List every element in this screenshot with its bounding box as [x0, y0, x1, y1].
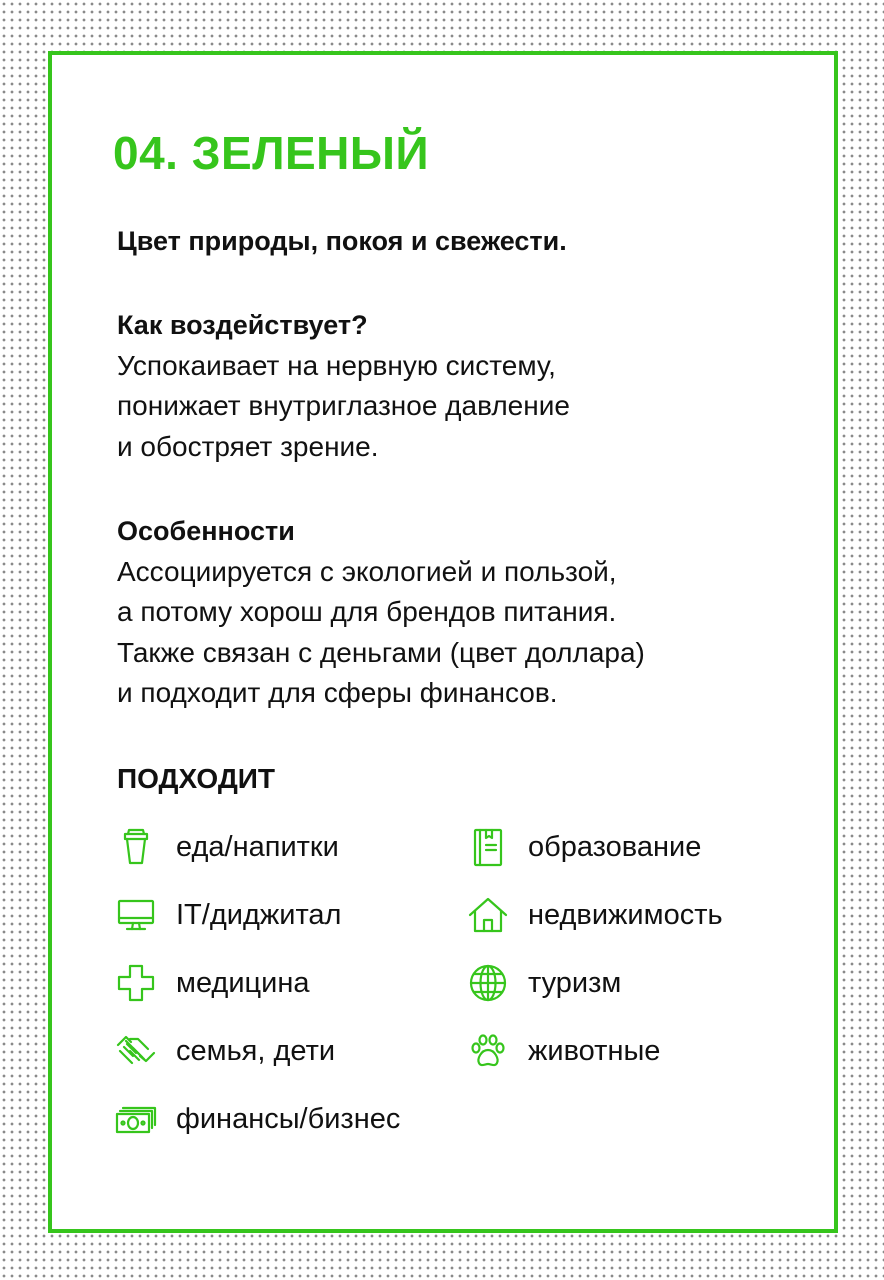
- features-section: [117, 511, 645, 714]
- features-line: Также связан с деньгами (цвет доллара): [117, 636, 645, 668]
- house-icon: [466, 893, 510, 937]
- list-item-food: [114, 825, 339, 869]
- list-item-real-estate: [466, 893, 723, 937]
- list-item-family: [114, 1029, 335, 1073]
- list-item-it: [114, 893, 341, 937]
- banknote-icon: [114, 1097, 158, 1141]
- effect-line: понижает внутриглазное давление: [117, 390, 570, 421]
- paw-icon: [466, 1029, 510, 1073]
- page-title: 04. ЗЕЛЕНЫЙ: [113, 127, 429, 179]
- notebook-icon: [466, 825, 510, 869]
- effect-heading: Как воздействует?: [117, 310, 368, 340]
- item-label: семья, дети: [176, 1035, 336, 1067]
- effect-section: [117, 305, 570, 467]
- tagline: Цвет природы, покоя и свежести.: [117, 226, 567, 256]
- monitor-icon: [114, 893, 158, 937]
- item-label: образование: [528, 831, 702, 863]
- medical-cross-icon: [114, 961, 158, 1005]
- features-line: и подходит для сферы финансов.: [117, 677, 558, 708]
- item-label: IT/диджитал: [176, 899, 342, 931]
- list-item-medicine: [114, 961, 310, 1005]
- item-label: животные: [528, 1035, 661, 1067]
- features-line: а потому хорош для брендов питания.: [117, 596, 617, 627]
- globe-icon: [466, 961, 510, 1005]
- list-item-finance: [114, 1097, 400, 1141]
- item-label: туризм: [528, 967, 622, 999]
- item-label: медицина: [176, 967, 310, 999]
- suits-heading: ПОДХОДИТ: [117, 763, 276, 794]
- item-label: финансы/бизнес: [176, 1103, 401, 1135]
- features-line: Ассоциируется с экологией и пользой,: [117, 555, 617, 587]
- effect-line: Успокаивает на нервную систему,: [117, 349, 556, 381]
- info-card: [48, 51, 838, 1233]
- item-label: недвижимость: [528, 899, 723, 931]
- handshake-icon: [114, 1029, 158, 1073]
- list-item-tourism: [466, 961, 621, 1005]
- cup-icon: [114, 825, 158, 869]
- list-item-animals: [466, 1029, 660, 1073]
- effect-line: и обостряет зрение.: [117, 430, 379, 462]
- item-label: еда/напитки: [176, 831, 339, 863]
- features-heading: Особенности: [117, 516, 295, 546]
- list-item-education: [466, 825, 701, 869]
